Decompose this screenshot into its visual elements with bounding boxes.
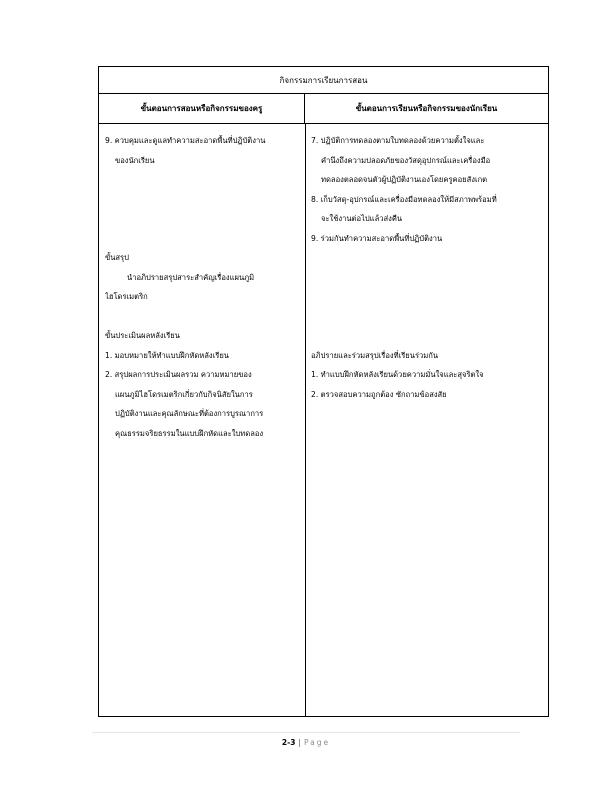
teacher-column-header: ขั้นตอนการสอนหรือกิจกรรมของครู bbox=[99, 93, 305, 123]
evaluation-item-2-line-2: แผนภูมิไฮโดรเมตริกเกี่ยวกับกิจนิสัยในการ bbox=[115, 389, 253, 399]
student-item-7-line-3: ทดลองตลอดจนตัวผู้ปฏิบัติงานเองโดยครูคอยสังเกต bbox=[321, 175, 488, 184]
student-item-7-line-2: คำนึงถึงความปลอดภัยของวัสดุอุปกรณ์และเครื่องมือ bbox=[321, 155, 491, 165]
evaluation-item-1: 1. มอบหมายให้ทำแบบฝึกหัดหลังเรียน bbox=[105, 350, 229, 360]
student-evaluation-item-1: 1. ทำแบบฝึกหัดหลังเรียนด้วยความมั่นใจและสุจริตใจ bbox=[311, 370, 484, 379]
summary-line-1: นำอภิปรายสรุปสาระสำคัญเรื่องแผนภูมิ bbox=[127, 272, 255, 282]
student-item-8-line-2: จะใช้งานต่อไปแล้วส่งคืน bbox=[321, 214, 403, 223]
summary-line-2: ไฮโดรเมตริก bbox=[105, 292, 148, 301]
table-header-row bbox=[99, 93, 548, 124]
evaluation-item-2-line-4: คุณธรรมจริยธรรมในแบบฝึกหัดและใบทดลอง bbox=[115, 428, 264, 438]
student-activities bbox=[311, 131, 543, 404]
student-evaluation-heading: อภิปรายและร่วมสรุปเรื่องที่เรียนร่วมกัน bbox=[311, 350, 439, 360]
footer-rule bbox=[92, 732, 520, 733]
table-title: กิจกรรมการเรียนการสอน bbox=[99, 67, 548, 94]
evaluation-heading: ขั้นประเมินผลหลังเรียน bbox=[105, 331, 180, 340]
evaluation-item-2-line-1: 2. สรุปผลการประเมินผลรวม ความหมายของ bbox=[105, 370, 252, 379]
teacher-item-9-line-2: ของนักเรียน bbox=[115, 155, 155, 165]
student-column-header: ขั้นตอนการเรียนหรือกิจกรรมของนักเรียน bbox=[355, 103, 498, 113]
footer-separator: | bbox=[298, 738, 301, 747]
page-footer bbox=[0, 738, 612, 747]
summary-heading: ขั้นสรุป bbox=[105, 253, 129, 262]
page-number: 2-3 bbox=[281, 738, 296, 747]
student-evaluation-item-2: 2. ตรวจสอบความถูกต้อง ซักถามข้อสงสัย bbox=[311, 389, 447, 399]
student-item-9: 9. ร่วมกันทำความสะอาดพื้นที่ปฏิบัติงาน bbox=[311, 233, 443, 243]
activity-table bbox=[98, 66, 549, 717]
teacher-activities bbox=[105, 131, 301, 443]
evaluation-item-2-line-3: ปฏิบัติงานและคุณลักษณะที่ต้องการบูรณาการ bbox=[115, 409, 264, 418]
student-item-7-line-1: 7. ปฏิบัติการทดลองตามใบทดลองด้วยความตั้งใจและ bbox=[311, 136, 485, 145]
student-item-8-line-1: 8. เก็บวัสดุ-อุปกรณ์และเครื่องมือทดลองให้มีสภาพพร้อมที่ bbox=[311, 194, 497, 204]
column-divider bbox=[305, 123, 306, 716]
teacher-item-9-line-1: 9. ควบคุมและดูแลทำความสะอาดพื้นที่ปฏิบัติงาน bbox=[105, 136, 266, 145]
page-label: Page bbox=[303, 738, 331, 747]
